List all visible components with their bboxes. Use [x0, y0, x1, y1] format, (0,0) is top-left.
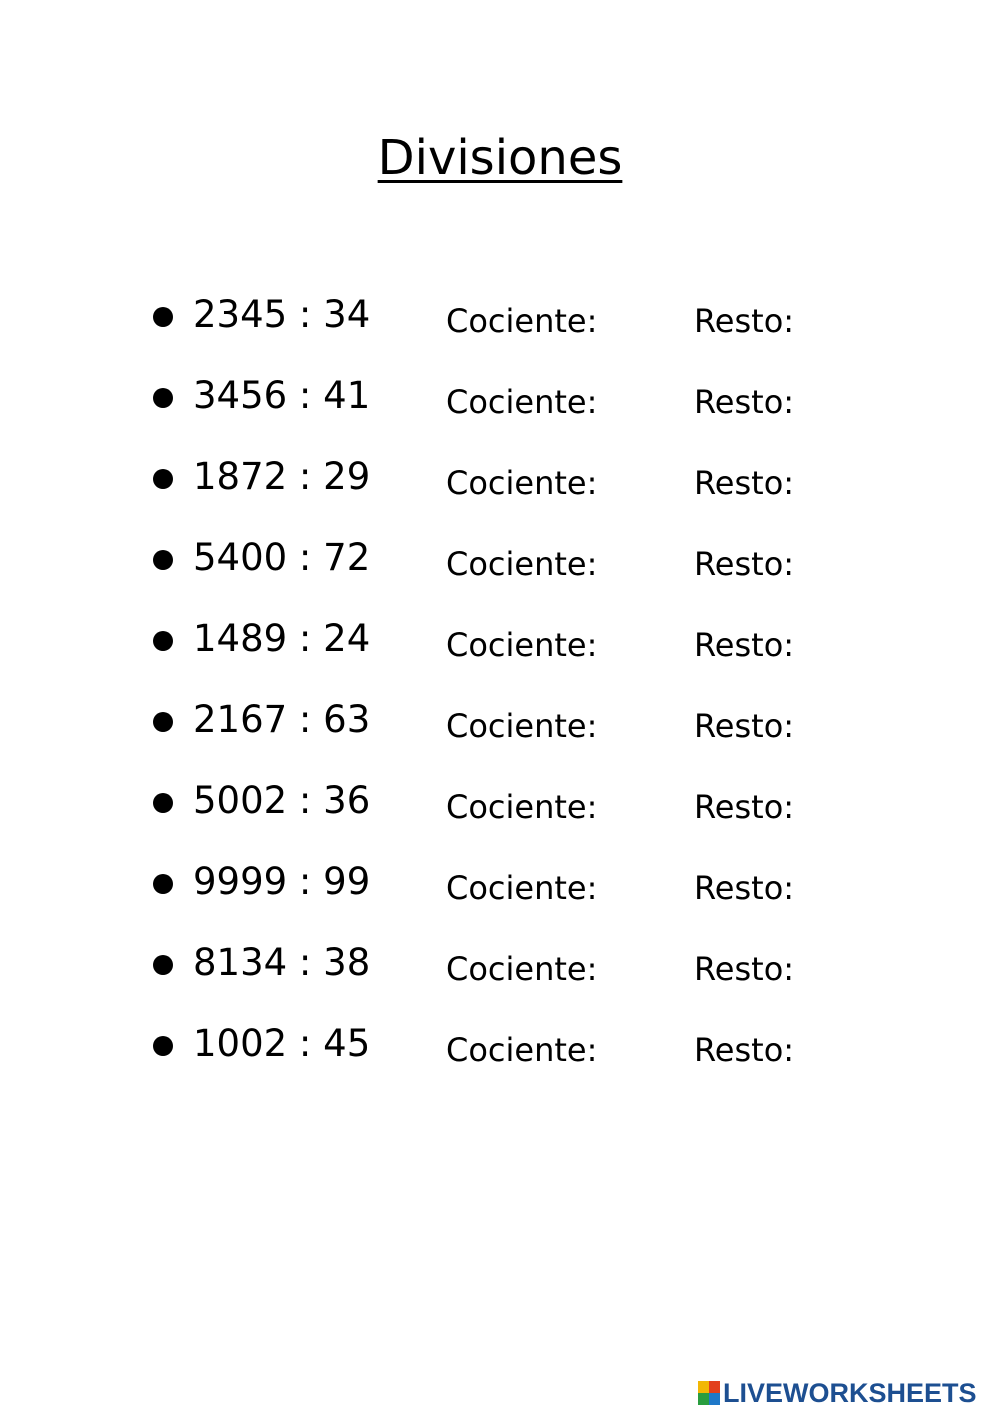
list-item: [0, 938, 1000, 1019]
division-expression: 8134 : 38: [193, 941, 371, 984]
remainder-label: Resto:: [694, 707, 795, 745]
logo-tile-icon: [698, 1381, 709, 1393]
logo-tile-icon: [709, 1393, 720, 1405]
division-expression: 5002 : 36: [193, 779, 371, 822]
liveworksheets-icon: [698, 1381, 720, 1405]
bullet-icon: [153, 1036, 173, 1056]
division-expression: 2167 : 63: [193, 698, 371, 741]
quotient-label: Cociente:: [446, 950, 598, 988]
division-expression: 1002 : 45: [193, 1022, 371, 1065]
division-expression: 5400 : 72: [193, 536, 371, 579]
quotient-label: Cociente:: [446, 302, 598, 340]
page-title: Divisiones: [377, 130, 623, 186]
liveworksheets-logo: [698, 1378, 977, 1408]
list-item: [0, 290, 1000, 371]
division-expression: 1872 : 29: [193, 455, 371, 498]
quotient-label: Cociente:: [446, 707, 598, 745]
quotient-label: Cociente:: [446, 869, 598, 907]
logo-tile-icon: [698, 1393, 709, 1405]
remainder-label: Resto:: [694, 950, 795, 988]
logo-tile-icon: [709, 1381, 720, 1393]
remainder-label: Resto:: [694, 545, 795, 583]
remainder-label: Resto:: [694, 869, 795, 907]
list-item: [0, 371, 1000, 452]
remainder-label: Resto:: [694, 626, 795, 664]
list-item: [0, 776, 1000, 857]
quotient-label: Cociente:: [446, 545, 598, 583]
list-item: [0, 452, 1000, 533]
list-item: [0, 533, 1000, 614]
list-item: [0, 1019, 1000, 1100]
remainder-label: Resto:: [694, 788, 795, 826]
exercise-list: [0, 290, 1000, 1100]
bullet-icon: [153, 469, 173, 489]
brand-name: LIVEWORKSHEETS: [723, 1377, 977, 1408]
bullet-icon: [153, 550, 173, 570]
bullet-icon: [153, 955, 173, 975]
division-expression: 9999 : 99: [193, 860, 371, 903]
remainder-label: Resto:: [694, 302, 795, 340]
quotient-label: Cociente:: [446, 1031, 598, 1069]
bullet-icon: [153, 388, 173, 408]
bullet-icon: [153, 874, 173, 894]
bullet-icon: [153, 307, 173, 327]
bullet-icon: [153, 631, 173, 651]
quotient-label: Cociente:: [446, 788, 598, 826]
bullet-icon: [153, 793, 173, 813]
division-expression: 2345 : 34: [193, 293, 371, 336]
remainder-label: Resto:: [694, 383, 795, 421]
quotient-label: Cociente:: [446, 464, 598, 502]
division-expression: 1489 : 24: [193, 617, 371, 660]
list-item: [0, 695, 1000, 776]
remainder-label: Resto:: [694, 464, 795, 502]
list-item: [0, 857, 1000, 938]
bullet-icon: [153, 712, 173, 732]
remainder-label: Resto:: [694, 1031, 795, 1069]
quotient-label: Cociente:: [446, 383, 598, 421]
quotient-label: Cociente:: [446, 626, 598, 664]
division-expression: 3456 : 41: [193, 374, 371, 417]
list-item: [0, 614, 1000, 695]
